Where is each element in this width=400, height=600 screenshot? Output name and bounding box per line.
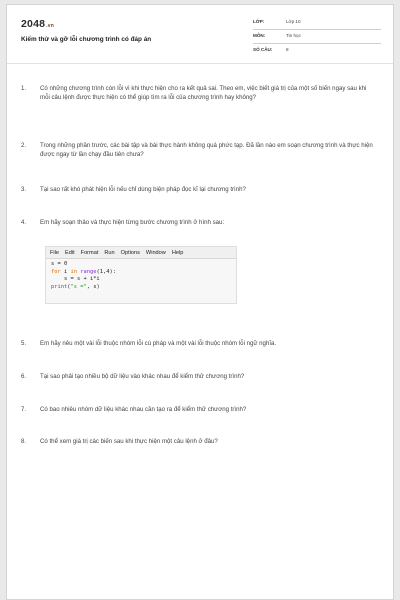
- question-text: Trong những phần trước, các bài tập và bài thực hành không quá phức tạp. Đã lần nào em soạn chương trình và thực hiện được ngay từ lần chạy đầu tiên chưa?: [40, 142, 373, 158]
- question-number: 6.: [21, 373, 27, 380]
- meta-label: MÔN:: [253, 33, 266, 38]
- meta-value: 8: [286, 47, 289, 52]
- question-text: Em hãy soạn thảo và thực hiện từng bước chương trình ở hình sau:: [40, 219, 225, 226]
- logo-text: 2048: [21, 18, 46, 30]
- question-number: 7.: [21, 406, 27, 413]
- header-divider: [7, 63, 393, 64]
- question-5: [21, 339, 376, 348]
- loop-variable: i: [60, 268, 71, 275]
- menu-options[interactable]: Options: [120, 249, 140, 256]
- document-page: [6, 4, 394, 600]
- meta-value: Tin học: [286, 33, 301, 38]
- logo-suffix: .vn: [46, 23, 54, 29]
- meta-row-count: [253, 44, 381, 57]
- code-line-3: s = s + i*i: [51, 276, 100, 283]
- code-editor-figure: [45, 246, 237, 304]
- print-args: , s): [86, 283, 100, 290]
- question-text: Em hãy nêu một vài lỗi thuộc nhóm lỗi cú pháp và một vài lỗi thuộc nhóm lỗi ngữ nghĩa.: [40, 340, 277, 347]
- code-line-1: s = 0: [51, 261, 68, 267]
- question-4: [21, 218, 376, 227]
- question-number: 8.: [21, 438, 27, 445]
- editor-menubar: [46, 247, 236, 259]
- question-text: Có những chương trình còn lỗi vì khi thực hiện cho ra kết quả sai. Theo em, việc biết giá trị của một số biến ngay sau khi mỗi câu lệnh được thực hiện có thể giúp tìm ra lỗi của chương trình hay không?: [40, 85, 367, 101]
- code-line-4: [51, 284, 236, 292]
- question-2: [21, 141, 376, 159]
- page-header: [7, 5, 393, 57]
- keyword-in: in: [70, 268, 77, 275]
- menu-edit[interactable]: Edit: [65, 249, 75, 256]
- question-number: 3.: [21, 186, 27, 193]
- menu-help[interactable]: Help: [171, 249, 184, 256]
- question-text: Tại sao phải tạo nhiều bộ dữ liệu vào khác nhau để kiểm thử chương trình?: [40, 373, 245, 380]
- question-text: Có thể xem giá trị các biến sau khi thực hiện một câu lệnh ở đâu?: [40, 438, 218, 445]
- question-number: 2.: [21, 142, 27, 149]
- question-number: 1.: [21, 85, 27, 92]
- meta-row-class: [253, 16, 381, 30]
- question-text: Tại sao rất khó phát hiện lỗi nếu chỉ dùng biện pháp đọc kĩ lại chương trình?: [40, 186, 246, 193]
- meta-value: Lớp 10: [286, 19, 301, 24]
- string-literal: "s =": [70, 283, 87, 290]
- code-line-2: [51, 269, 236, 277]
- keyword-for: for: [51, 268, 61, 275]
- builtin-print: print: [51, 283, 68, 290]
- meta-table: [253, 16, 381, 57]
- code-area[interactable]: [46, 259, 236, 291]
- meta-label: LỚP:: [253, 19, 265, 24]
- range-args: (1,4):: [96, 268, 116, 275]
- meta-row-subject: [253, 30, 381, 44]
- question-3: [21, 185, 376, 194]
- page-title: Kiểm thử và gỡ lỗi chương trình có đáp án: [21, 36, 152, 43]
- question-text: Có bao nhiêu nhóm dữ liệu khác nhau cần tạo ra để kiểm thử chương trình?: [40, 406, 247, 413]
- menu-window[interactable]: Window: [145, 249, 166, 256]
- question-6: [21, 372, 376, 381]
- site-logo[interactable]: [21, 18, 54, 30]
- question-7: [21, 405, 376, 414]
- meta-label: SỐ CÂU:: [253, 47, 273, 52]
- menu-format[interactable]: Format: [80, 249, 99, 256]
- question-number: 5.: [21, 340, 27, 347]
- question-1: [21, 84, 376, 102]
- menu-file[interactable]: File: [50, 249, 60, 256]
- question-number: 4.: [21, 219, 27, 226]
- question-8: [21, 437, 376, 446]
- paren-open: (: [67, 283, 71, 290]
- builtin-range: range: [80, 268, 97, 275]
- menu-run[interactable]: Run: [104, 249, 115, 256]
